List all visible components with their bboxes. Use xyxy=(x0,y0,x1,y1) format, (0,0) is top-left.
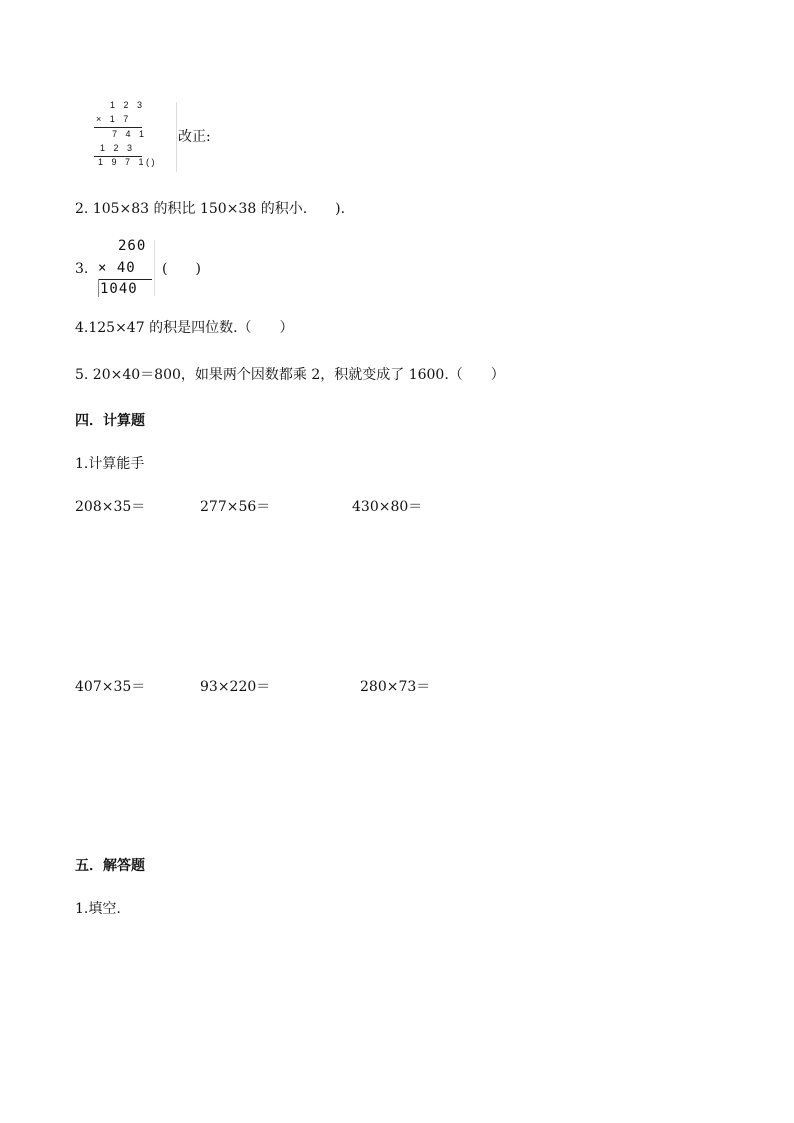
calc-problem: 280×73＝ xyxy=(360,679,431,695)
calc-problem: 407×35＝ xyxy=(75,679,146,695)
underline-1 xyxy=(94,127,142,128)
multiplicand: 260 xyxy=(118,238,147,254)
product-result: 1040 xyxy=(100,281,138,297)
question-3-number: 3. xyxy=(75,261,89,277)
multiplier: × 40 xyxy=(98,260,136,276)
underline xyxy=(98,279,152,280)
question-3-paren: ( ) xyxy=(162,261,201,277)
calc-problem: 93×220＝ xyxy=(200,679,271,695)
section-5-title: 五．解答题 xyxy=(75,858,145,874)
image-border xyxy=(154,240,155,296)
question-4: 4.125×47 的积是四位数.（ ） xyxy=(75,320,294,336)
answer-paren: ( ) xyxy=(146,157,155,167)
section-4-title: 四．计算题 xyxy=(75,413,145,429)
vertical-multiplication-1 xyxy=(94,100,184,176)
section-5-subtitle: 1.填空. xyxy=(75,901,121,917)
image-border xyxy=(176,102,177,172)
multiplicand: 1 2 3 xyxy=(110,100,146,110)
partial-product-2: 1 2 3 xyxy=(100,143,136,153)
left-bar xyxy=(98,279,99,297)
product-result: 1 9 7 1 xyxy=(98,157,147,167)
calc-problem: 430×80＝ xyxy=(352,499,423,515)
vertical-multiplication-3 xyxy=(92,238,162,300)
calc-problem: 277×56＝ xyxy=(200,499,271,515)
question-5: 5. 20×40＝800，如果两个因数都乘 2，积就变成了 1600.（ ） xyxy=(75,367,505,383)
section-4-subtitle: 1.计算能手 xyxy=(75,456,145,472)
multiplier: × 1 7 xyxy=(96,114,132,124)
partial-product-1: 7 4 1 xyxy=(112,129,148,139)
question-2: 2. 105×83 的积比 150×38 的积小. ). xyxy=(75,201,346,217)
calc-problem: 208×35＝ xyxy=(75,499,146,515)
correction-label: 改正: xyxy=(178,129,211,145)
